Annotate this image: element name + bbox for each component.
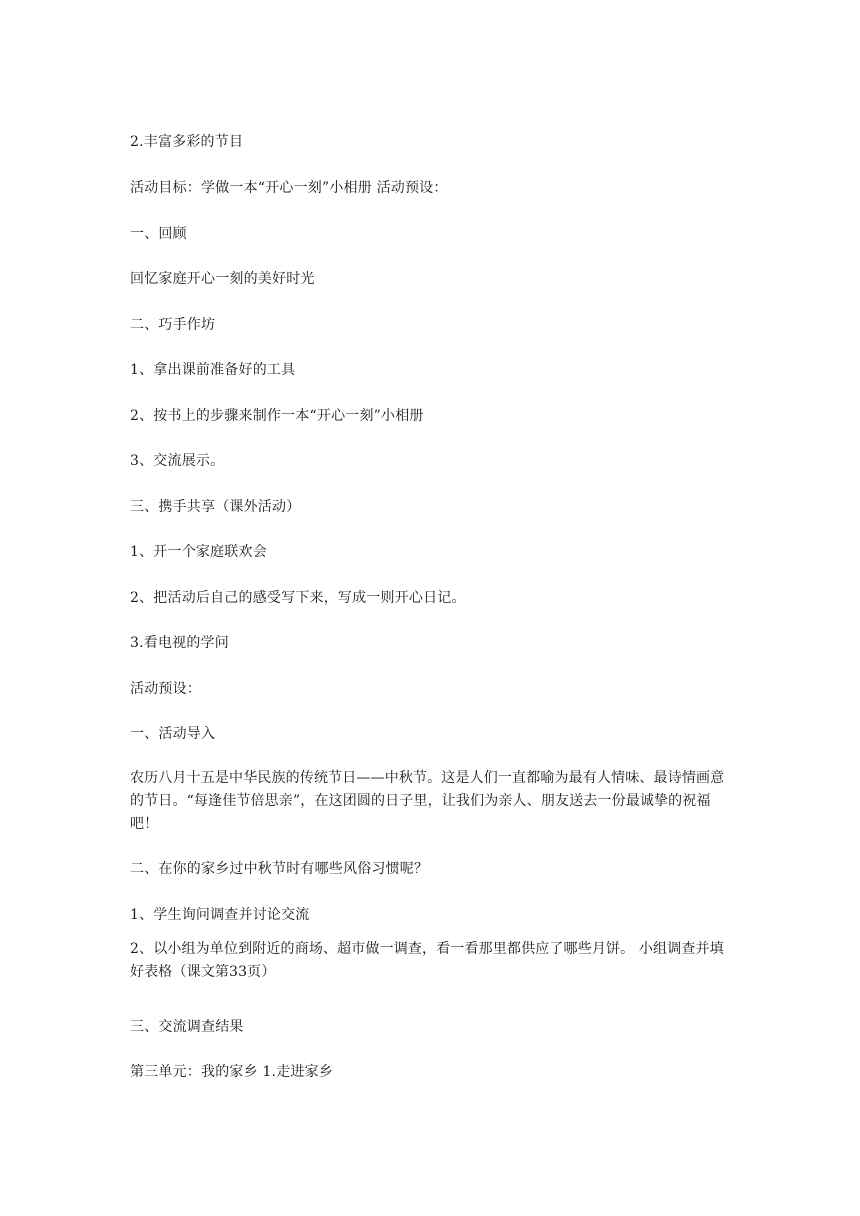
step-heading: 二、巧手作坊 — [130, 317, 216, 333]
step-heading: 一、活动导入 — [130, 726, 216, 742]
list-item: 1、开一个家庭联欢会 — [130, 544, 267, 560]
text-line: 活动预设： — [130, 681, 201, 697]
unit-heading: 第三单元：我的家乡 1.走进家乡 — [130, 1064, 334, 1080]
document-page — [130, 0, 730, 1216]
step-heading: 二、在你的家乡过中秋节时有哪些风俗习惯呢？ — [130, 861, 429, 877]
list-item: 1、拿出课前准备好的工具 — [130, 362, 296, 378]
list-item: 3、交流展示。 — [130, 453, 225, 469]
step-heading: 三、交流调查结果 — [130, 1019, 244, 1035]
activity-goal: 活动目标：学做一本“开心一刻”小相册 活动预设： — [130, 180, 448, 196]
text-line: 回忆家庭开心一刻的美好时光 — [130, 271, 315, 287]
step-heading: 三、携手共享（课外活动） — [130, 499, 301, 515]
list-item: 1、学生询问调查并讨论交流 — [130, 907, 310, 923]
section-heading: 3.看电视的学问 — [130, 635, 229, 651]
paragraph: 2、以小组为单位到附近的商场、超市做一调查，看一看那里都供应了哪些月饼。 小组调查并填好表格（课文第33页） — [130, 941, 724, 980]
list-item: 2、按书上的步骤来制作一本“开心一刻”小相册 — [130, 408, 424, 424]
step-heading: 一、回顾 — [130, 226, 187, 242]
paragraph: 农历八月十五是中华民族的传统节日——中秋节。这是人们一直都喻为最有人情味、最诗情画意的节日。“每逢佳节倍思亲”，在这团圆的日子里，让我们为亲人、朋友送去一份最诚挚的祝福吧！ — [130, 770, 725, 832]
list-item: 2、把活动后自己的感受写下来，写成一则开心日记。 — [130, 590, 466, 606]
section-heading: 2.丰富多彩的节目 — [130, 134, 244, 150]
